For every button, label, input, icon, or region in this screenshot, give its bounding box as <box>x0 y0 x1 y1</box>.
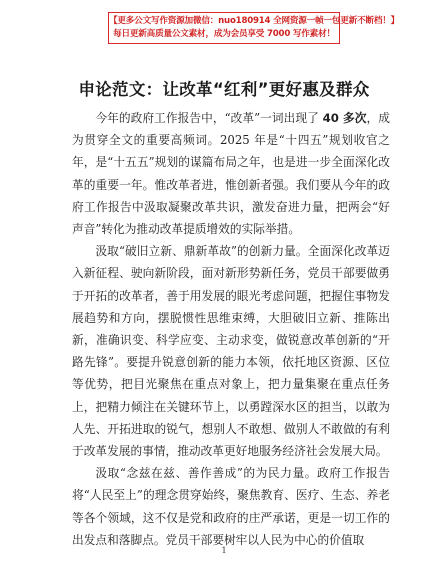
paragraph-3 <box>72 462 390 551</box>
promo-header-line-1: 【更多公文写作资源加微信：nuo180914 全网资源一帧一包更新不断档！】 <box>109 16 400 26</box>
paragraph-3-text: 汲取“念兹在兹、善作善成”的为民力量。政府工作报告将“人民至上”的理念贯穿始终，聚焦教育、医疗、生态、养老等各个领域，这不仅是党和政府的庄严承诺，更是一切工作的出发点和落脚点。党员干部要树牢以人民为中心的价值取 <box>72 466 390 547</box>
paragraph-2 <box>72 240 390 462</box>
page-number: 1 <box>221 546 227 555</box>
document-title: 申论范文：让改革“红利”更好惠及群众 <box>78 80 370 99</box>
promo-header-banner <box>108 12 400 44</box>
paragraph-1 <box>72 107 390 240</box>
promo-header-line-2: 每日更新高质量公文素材，成为会员享受 7000 写作素材！ <box>113 29 335 39</box>
paragraph-1-text-after: ，成为贯穿全文的重要高频词。2025 年是“十四五”规划收官之年，是“十五五”规划的谋篇布局之年，也是进一步全面深化改革的重要一年。惟改革者进，惟创新者强。我们要从今年的政府工作报告中汲取凝聚改革共识，激发奋进力量，把两会“好声音”转化为推动改革提质增效的实际举措。 <box>72 111 390 237</box>
paragraph-1-highlight: 40 多次 <box>322 111 367 125</box>
paragraph-1-text-before: 今年的政府工作报告中，“改革”一词出现了 <box>95 111 323 125</box>
paragraph-2-text: 汲取“破旧立新、鼎新革故”的创新力量。全面深化改革迈入新征程、驶向新阶段，面对新形势新任务，党员干部要做勇于开拓的改革者，善于用发展的眼光考虑问题，把握住事物发展趋势和方向，摆脱惯性思维束缚，大胆破旧立新、推陈出新，准确识变、科学应变、主动求变，做锐意改革创新的“开路先锋”。要提升锐意创新的能力本领，依托地区资源、区位等优势，把目光聚焦在重点对象上，把力量集聚在重点任务上，把精力倾注在关键环节上，以勇蹚深水区的担当，以敢为人先、开拓进取的锐气，想别人不敢想、做别人不敢做的有利于改革发展的事情，推动改革更好地服务经济社会发展大局。 <box>72 244 390 459</box>
document-body <box>72 107 390 551</box>
